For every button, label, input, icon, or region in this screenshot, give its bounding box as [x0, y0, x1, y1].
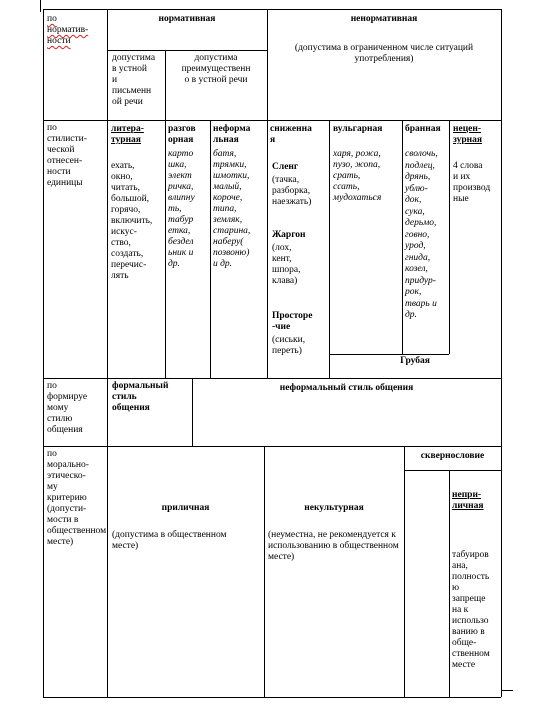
table-border-bottom — [43, 697, 501, 698]
vulgar-words: харя, рожа, пузо, жопа, срать, ссать, мудохаться — [333, 149, 382, 203]
col-divider — [267, 120, 268, 378]
abusive-words: сволочь, подлец, дрянь, ублю- док, сука, дерьмо, говно, урод, гнида, козел, придур- рок, тварь и др. — [405, 149, 438, 320]
col-divider — [165, 50, 166, 120]
indecent-note: табуиров ана, полность ю запреще на к использо ванию в обще- ственном месте — [452, 550, 490, 670]
prostorechie-words: (сиськи, переть) — [272, 335, 306, 356]
prostorechie-header: Просторе -чие — [272, 311, 313, 332]
informal-words: батя, трямки, шмотки, малый, короче, типа, земляк, старина, наберу( позвоню) и др. — [213, 149, 251, 269]
row-divider — [404, 470, 501, 471]
row-divider — [43, 446, 501, 447]
table-border-left — [43, 9, 44, 697]
decent-note: (допустима в общественном месте) — [112, 530, 227, 551]
colloquial-words: карто шка, элект ричка, влипну ть, табур етка, бездел ьник и др. — [168, 149, 195, 269]
vulgar-header: вульгарная — [333, 124, 383, 134]
non-normative-header: ненормативная — [350, 14, 418, 24]
non-normative-note: (допустима в ограниченном числе ситуаций употребления) — [294, 43, 474, 64]
uncultured-header: некультурная — [304, 503, 364, 513]
col-divider — [449, 470, 450, 697]
col-divider — [404, 446, 405, 697]
literary-words: ехать, окно, читать, большой, горячо, включить, искус- ство, создать, перечис- лять — [111, 161, 153, 281]
uncultured-note: (неуместна, не рекомендуется к использованию в общественном месте) — [268, 530, 399, 562]
colloquial-header: разгов орная — [168, 124, 196, 145]
table-border-top — [43, 9, 501, 10]
normative-sub-written: допустима в устной и письменн ой речи — [112, 53, 156, 107]
foul-language: сквернословие — [420, 451, 485, 461]
row-divider — [43, 120, 501, 121]
row-divider — [107, 50, 267, 51]
normative-sub-oral: допустима преимущественн о в устной речи — [181, 53, 251, 85]
page-corner-mark — [501, 680, 502, 692]
page-corner-mark — [501, 690, 513, 691]
abusive-header: бранная — [405, 124, 441, 134]
crude-label: Грубая — [400, 356, 430, 366]
informal-style: неформальный стиль общения — [279, 383, 414, 393]
col-divider — [210, 120, 211, 378]
informal-header: неформа льная — [213, 124, 251, 145]
criterion-stylistic: по стилисти- ческой отнесен- ности единицы — [47, 123, 87, 188]
decent-header: приличная — [161, 503, 210, 513]
table-border-right — [501, 9, 502, 697]
literary-header: литера- турная — [111, 124, 144, 145]
col-divider — [264, 446, 265, 697]
indecent-header: непри- личная — [452, 490, 484, 511]
normative-header: нормативная — [158, 14, 216, 24]
censored-words: 4 слова и их производ ные — [453, 161, 491, 204]
text-cursor — [40, 0, 41, 12]
criterion-normativity: по норматив- ности — [47, 14, 89, 46]
censored-header: нецен- зурная — [453, 124, 483, 145]
col-divider — [165, 120, 166, 378]
col-divider — [402, 120, 403, 354]
slang-header: Сленг — [272, 162, 299, 172]
col-divider — [329, 120, 330, 378]
row-divider — [329, 354, 449, 355]
row-divider — [43, 378, 501, 379]
col-divider — [449, 120, 450, 354]
criterion-moral: по морально- этическо- му критерию (допусти- мости в общественном месте) — [47, 449, 107, 547]
jargon-words: (лох, кент, шпора, клава) — [272, 243, 301, 286]
slang-words: (тачка, разборка, наезжать) — [272, 175, 312, 207]
formal-style: формальный стиль общения — [112, 381, 169, 413]
criteria-divider — [107, 9, 108, 697]
reduced-header: сниженна я — [270, 124, 312, 145]
jargon-header: Жаргон — [272, 230, 306, 240]
criterion-communication-style: по формируе мому стилю общения — [47, 381, 88, 435]
